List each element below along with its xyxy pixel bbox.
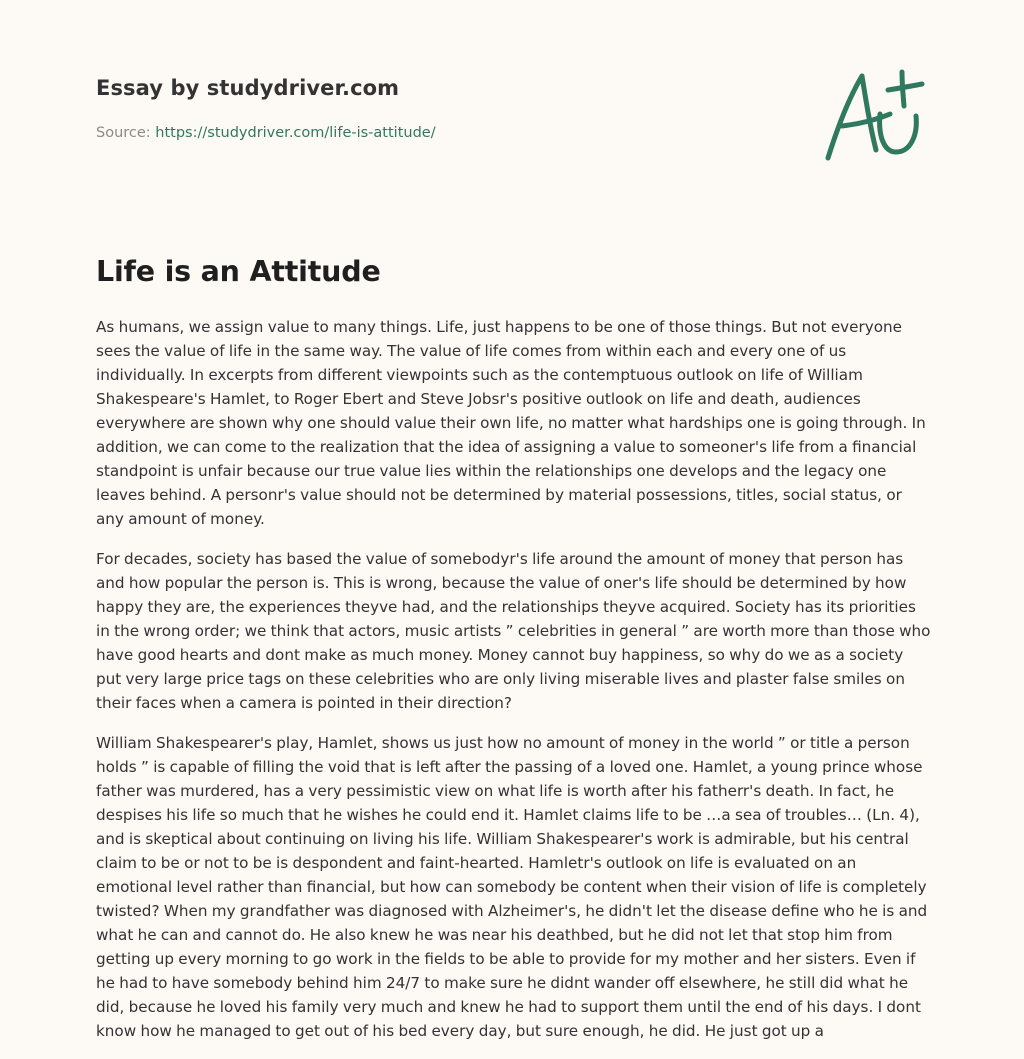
essay-paragraph: William Shakespearer's play, Hamlet, shows us just how no amount of money in the world ” or title a person holds ” is capable of filling the void that is left after the passing of a loved one. Hamlet, a young prince whose father was murdered, has a very pessimistic view on what life is worth after his fatherr's death. In fact, he despises his life so much that he wishes he could end it. Hamlet claims life to be …a sea of troubles… (Ln. 4), and is skeptical about continuing on living his life. William Shakespearer's work is admirable, but his central claim to be or not to be is despondent and faint-hearted. Hamletr's outlook on life is evaluated on an emotional level rather than financial, but how can somebody be content when their vision of life is completely twisted? When my grandfather was diagnosed with Alzheimer's, he didn't let the disease define who he is and what he can and cannot do. He also knew he was near his deathbed, but he did not let that stop him from getting up every morning to go work in the fields to be able to provide for my mother and her sisters. Even if he had to have somebody behind him 24/7 to make sure he didnt wander off elsewhere, he still did what he did, because he loved his family very much and knew he had to support them until the end of his days. I dont know how he managed to get out of his bed every day, but sure enough, he did. He just got up a [96, 734, 928, 1040]
source-link[interactable]: https://studydriver.com/life-is-attitude/ [155, 125, 436, 141]
essay-body [96, 315, 932, 1059]
logo-a-crossbar [842, 114, 890, 126]
essay-title: Life is an Attitude [96, 255, 381, 288]
source-line [96, 125, 436, 141]
a-plus-logo-icon [818, 66, 928, 166]
logo-plus-horizontal [888, 84, 922, 90]
logo-swoosh [880, 114, 917, 152]
essay-paragraph: As humans, we assign value to many things. Life, just happens to be one of those things. But not everyone sees the value of life in the same way. The value of life comes from within each and every one of us individually. In excerpts from different viewpoints such as the contemptuous outlook on life of William Shakespeare's Hamlet, to Roger Ebert and Steve Jobsr's positive outlook on life and death, audiences everywhere are shown why one should value their own life, no matter what hardships one is going through. In addition, we can come to the realization that the idea of assigning a value to someoner's life from a financial standpoint is unfair because our true value lies within the relationships one develops and the legacy one leaves behind. A personr's value should not be determined by material possessions, titles, social status, or any amount of money. [96, 318, 926, 528]
site-brand: Essay by studydriver.com [96, 76, 400, 100]
logo-a-right-stroke [862, 76, 876, 150]
logo-a-left-stroke [828, 76, 862, 158]
source-label: Source: [96, 125, 156, 141]
essay-paragraph: For decades, society has based the value of somebodyr's life around the amount of money that person has and how popular the person is. This is wrong, because the value of oner's life should be determined by how happy they are, the experiences theyve had, and the relationships theyve acquired. Society has its priorities in the wrong order; we think that actors, music artists ” celebrities in general ” are worth more than those who have good hearts and dont make as much money. Money cannot buy happiness, so why do we as a society put very large price tags on these celebrities who are only living miserable lives and plaster false smiles on their faces when a camera is pointed in their direction? [96, 550, 931, 712]
